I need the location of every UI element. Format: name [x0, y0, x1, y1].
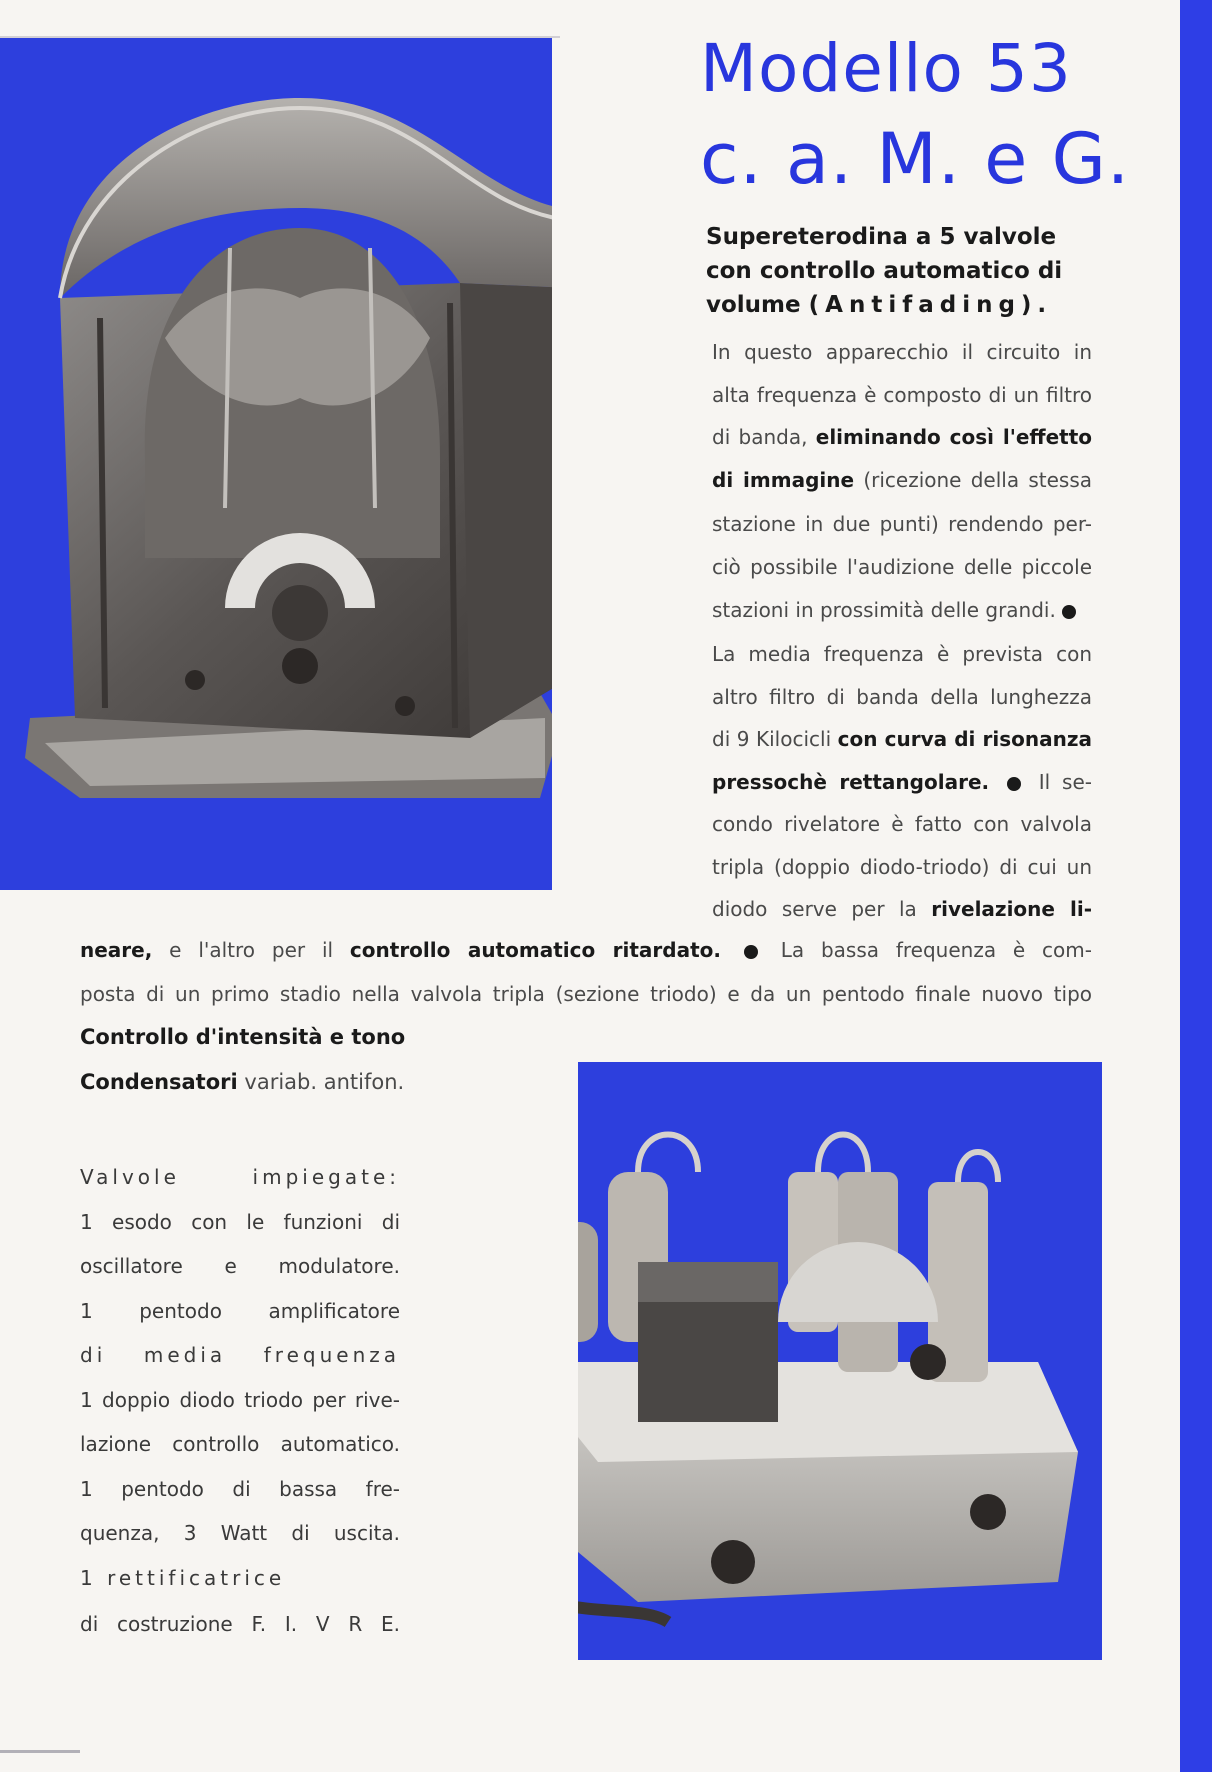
bottom-edge-mark	[0, 1750, 80, 1753]
body-line: neare, e l'altro per il controllo automatico ritardato. La bassa frequenza è com-	[80, 938, 1092, 962]
body-line: ciò possibile l'audizione delle piccole	[712, 555, 1092, 579]
chassis-photo	[578, 1062, 1102, 1660]
valve-item: 1 rettificatrice	[80, 1566, 286, 1590]
valves-heading: Valvole impiegate:	[80, 1165, 400, 1189]
headline-line-3	[706, 288, 1096, 322]
valve-item: lazione controllo automatico.	[80, 1432, 400, 1456]
body-line: condo rivelatore è fatto con valvola	[712, 812, 1092, 836]
blue-edge-strip	[1180, 0, 1212, 1772]
model-title: Modello 53	[700, 30, 1072, 107]
headline-line-1: Supereterodina a 5 valvole	[706, 224, 1057, 250]
body-line: di 9 Kilocicli con curva di risonanza	[712, 727, 1093, 751]
body-line: In questo apparecchio il circuito in	[712, 340, 1092, 364]
headline-volume: volume	[706, 292, 801, 318]
body-line: diodo serve per la rivelazione li-	[712, 897, 1093, 921]
body-line: alta frequenza è composto di un filtro	[712, 383, 1092, 407]
headline-antifading: (Antifading).	[808, 292, 1053, 318]
bullet-icon	[1007, 777, 1021, 791]
valve-item: quenza, 3 Watt di uscita.	[80, 1521, 400, 1545]
body-line: posta di un primo stadio nella valvola tripla (sezione triodo) e da un pentodo finale nuovo tipo	[80, 982, 1092, 1006]
body-line: di banda, eliminando così l'effetto	[712, 425, 1093, 449]
body-line: stazione in due punti) rendendo per-	[712, 512, 1092, 536]
valve-item: 1 pentodo amplificatore	[80, 1299, 400, 1323]
radio-cabinet-photo	[0, 38, 552, 890]
bullet-icon	[744, 945, 758, 959]
valve-item: 1 doppio diodo triodo per rive-	[80, 1388, 400, 1412]
bullet-icon	[1062, 605, 1076, 619]
valve-item: 1 pentodo di bassa fre-	[80, 1477, 400, 1501]
valve-item: 1 esodo con le funzioni di	[80, 1210, 400, 1234]
body-line: altro filtro di banda della lunghezza	[712, 685, 1092, 709]
body-line: stazioni in prossimità delle grandi.	[712, 598, 1072, 622]
feature-capacitors: Condensatori variab. antifon.	[80, 1070, 405, 1094]
feature-tone-control: Controllo d'intensità e tono	[80, 1025, 406, 1049]
body-line: di immagine (ricezione della stessa	[712, 468, 1093, 492]
body-line: tripla (doppio diodo-triodo) di cui un	[712, 855, 1092, 879]
valve-item: oscillatore e modulatore.	[80, 1254, 400, 1278]
headline-line-2: con controllo automatico di	[706, 258, 1063, 284]
body-line: pressochè rettangolare. Il se-	[712, 770, 1092, 794]
valve-item: di costruzione F. I. V R E.	[80, 1612, 400, 1636]
feature-headline	[706, 220, 1096, 322]
model-subtitle: c. a. M. e G.	[700, 118, 1131, 200]
body-line: La media frequenza è prevista con	[712, 642, 1092, 666]
valve-item: di media frequenza	[80, 1343, 400, 1367]
